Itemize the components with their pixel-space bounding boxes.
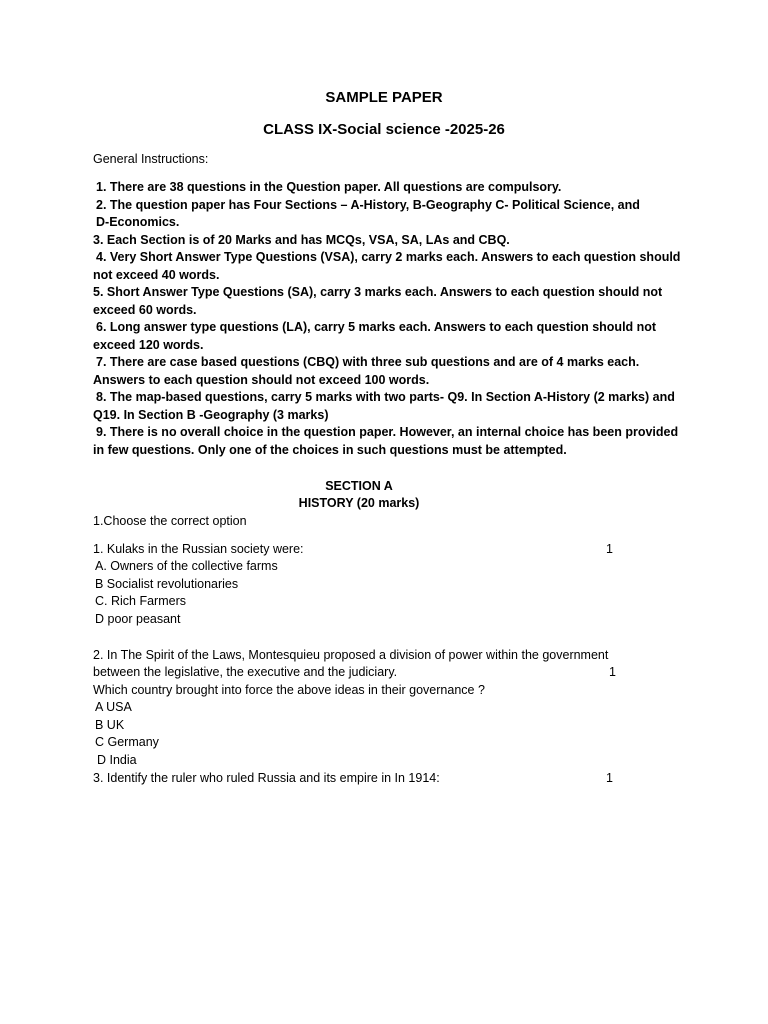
instruction-line: in few questions. Only one of the choices in such questions must be attempted. [93,442,567,457]
question-3-marks: 1 [606,771,613,785]
section-subheading: HISTORY (20 marks) [298,496,420,510]
section-heading: SECTION A [325,479,393,493]
instruction-line: exceed 120 words. [93,337,204,352]
question-1-option: B Socialist revolutionaries [95,577,239,591]
instruction-line: Q19. In Section B -Geography (3 marks) [93,407,329,422]
question-1-option: A. Owners of the collective farms [95,559,278,573]
paper-title: SAMPLE PAPER [325,89,443,106]
instruction-line: D-Economics. [96,215,180,229]
question-2-line-2: between the legislative, the executive and the judiciary. [93,665,398,679]
question-2-option: D India [97,753,137,767]
instruction-line: 8. The map-based questions, carry 5 marks with two parts- Q9. In Section A-History (2 marks) and [96,390,675,404]
question-1-option: C. Rich Farmers [95,594,186,608]
general-instructions-label: General Instructions: [93,152,209,166]
question-2-line-3: Which country brought into force the above ideas in their governance ? [93,683,485,697]
instructions-list [93,179,683,459]
question-2-option: A USA [95,700,132,714]
instruction-line: 1. There are 38 questions in the Question paper. All questions are compulsory. [96,180,562,194]
instruction-line: 4. Very Short Answer Type Questions (VSA), carry 2 marks each. Answers to each question should [96,250,681,264]
instruction-line: 7. There are case based questions (CBQ) with three sub questions and are of 4 marks each. [96,355,640,369]
instruction-line: exceed 60 words. [93,302,197,317]
question-2-option: B UK [95,718,125,732]
question-2-marks: 1 [609,665,616,679]
question-1-text: 1. Kulaks in the Russian society were: [93,542,304,556]
instruction-line: 9. There is no overall choice in the question paper. However, an internal choice has been provided [96,425,679,439]
question-2-option: C Germany [95,735,159,749]
instruction-line: 5. Short Answer Type Questions (SA), carry 3 marks each. Answers to each question should not [93,285,663,299]
section-prompt: 1.Choose the correct option [93,514,247,528]
paper-subtitle: CLASS IX-Social science -2025-26 [263,121,505,138]
instruction-line: 6. Long answer type questions (LA), carry 5 marks each. Answers to each question should not [96,320,657,334]
question-3-text: 3. Identify the ruler who ruled Russia and its empire in In 1914: [93,771,440,785]
question-2-line-1: 2. In The Spirit of the Laws, Montesquieu proposed a division of power within the government [93,648,609,662]
instruction-line: Answers to each question should not exceed 100 words. [93,372,430,387]
instruction-line: 3. Each Section is of 20 Marks and has MCQs, VSA, SA, LAs and CBQ. [93,232,510,247]
question-1-marks: 1 [606,542,613,556]
instruction-line: 2. The question paper has Four Sections – A-History, B-Geography C- Political Science, and [96,197,640,212]
instruction-line: not exceed 40 words. [93,267,220,282]
question-1-option: D poor peasant [95,612,181,626]
